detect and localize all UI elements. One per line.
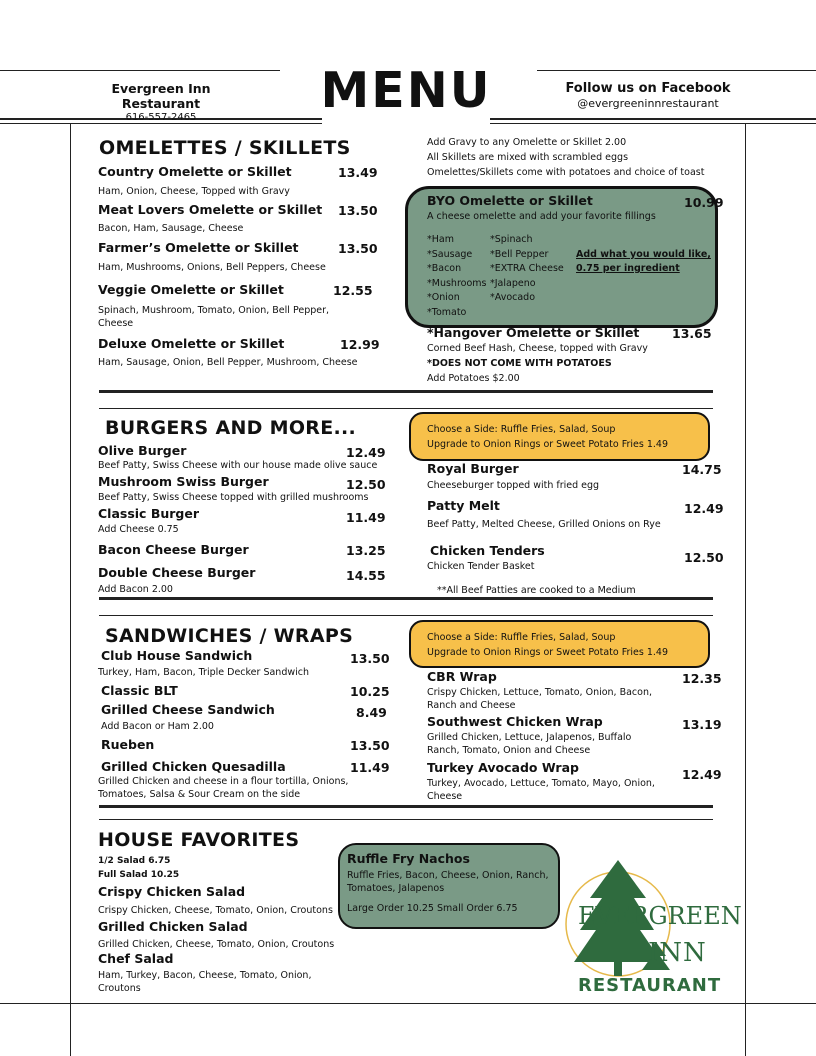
omelette-item-name: Veggie Omelette or Skillet: [98, 282, 284, 297]
wrap-item-name: Southwest Chicken Wrap: [427, 714, 603, 729]
logo-restaurant: RESTAURANT: [578, 975, 722, 996]
omelettes-heading: OMELETTES / SKILLETS: [99, 137, 351, 159]
hangover-addon: Add Potatoes $2.00: [427, 373, 520, 384]
nachos-prices: Large Order 10.25 Small Order 6.75: [347, 903, 518, 914]
omelette-item-price: 13.50: [338, 241, 378, 256]
sandwich-item-desc: Turkey, Ham, Bacon, Triple Decker Sandwich: [98, 667, 310, 678]
sandwich-item-price: 10.25: [350, 684, 390, 699]
logo-evergreen: EVERGREEN: [578, 902, 742, 930]
burger-side-note-box: [409, 412, 710, 461]
evergreen-inn-logo: [562, 852, 742, 1000]
burger-item-price: 12.49: [684, 501, 724, 516]
house-item-desc: Ham, Turkey, Bacon, Cheese, Tomato, Onion, Croutons: [98, 970, 312, 994]
sandwich-item-name: Grilled Cheese Sandwich: [101, 702, 275, 717]
burger-footnote: **All Beef Patties are cooked to a Medium: [437, 585, 636, 596]
facebook-label: Follow us on Facebook: [565, 81, 731, 96]
nachos-name: Ruffle Fry Nachos: [347, 851, 470, 866]
hangover-name: *Hangover Omelette or Skillet: [427, 325, 640, 340]
wrap-item-price: 12.35: [682, 671, 722, 686]
wrap-item-name: Turkey Avocado Wrap: [427, 760, 579, 775]
burger-item-desc: Beef Patty, Swiss Cheese with our house made olive sauce: [98, 460, 378, 471]
filling-item: *EXTRA Cheese: [490, 263, 564, 274]
omelette-item-price: 13.50: [338, 203, 378, 218]
burger-item-desc: Cheeseburger topped with fried egg: [427, 480, 600, 491]
burger-item-desc: Chicken Tender Basket: [427, 561, 535, 572]
hangover-desc: Corned Beef Hash, Cheese, topped with Gravy: [427, 343, 648, 354]
sandwich-side-note-2: Upgrade to Onion Rings or Sweet Potato Fries 1.49: [427, 647, 669, 658]
filling-item: *Onion: [427, 292, 460, 303]
burger-item-desc: Beef Patty, Swiss Cheese topped with grilled mushrooms: [98, 492, 369, 503]
sandwich-item-desc: Add Bacon or Ham 2.00: [101, 721, 214, 732]
burger-item-desc: Add Cheese 0.75: [98, 524, 179, 535]
filling-item: *Avocado: [490, 292, 536, 303]
wrap-item-desc: Grilled Chicken, Lettuce, Jalapenos, Buffalo Ranch, Tomato, Onion and Cheese: [427, 732, 632, 756]
burger-side-note-2: Upgrade to Onion Rings or Sweet Potato Fries 1.49: [427, 439, 669, 450]
sandwich-item-price: 8.49: [356, 705, 387, 720]
burger-item-desc: Add Bacon 2.00: [98, 584, 173, 595]
header-bottom-line-right-2: [490, 123, 816, 124]
section-divider-thin: [99, 615, 713, 616]
house-item-name: Chef Salad: [98, 951, 174, 966]
omelette-item-price: 12.99: [340, 337, 380, 352]
burger-side-note-1: Choose a Side: Ruffle Fries, Salad, Soup: [427, 424, 616, 435]
burger-item-price: 12.49: [346, 445, 386, 460]
omelette-item-name: Meat Lovers Omelette or Skillet: [98, 202, 323, 217]
byo-omelette-name: BYO Omelette or Skillet: [427, 193, 593, 208]
footer-line: [0, 1003, 816, 1004]
sandwich-side-note-1: Choose a Side: Ruffle Fries, Salad, Soup: [427, 632, 616, 643]
omelette-item-desc: Ham, Onion, Cheese, Topped with Gravy: [98, 186, 290, 197]
burger-item-price: 13.25: [346, 543, 386, 558]
section-divider: [99, 390, 713, 393]
burger-item-name: Bacon Cheese Burger: [98, 542, 249, 557]
burger-item-name: Olive Burger: [98, 443, 187, 458]
house-item-desc: Grilled Chicken, Cheese, Tomato, Onion, Croutons: [98, 939, 335, 950]
hangover-price: 13.65: [672, 326, 712, 341]
sandwich-item-desc: Grilled Chicken and cheese in a flour tortilla, Onions, Tomatoes, Salsa & Sour Cream on the side: [98, 776, 349, 800]
menu-title: MENU: [320, 62, 492, 119]
omelette-item-desc: Ham, Sausage, Onion, Bell Pepper, Mushroom, Cheese: [98, 357, 358, 368]
omelette-item-name: Country Omelette or Skillet: [98, 164, 292, 179]
sandwich-item-name: Classic BLT: [101, 683, 178, 698]
filling-item: *Bacon: [427, 263, 462, 274]
omelette-item-name: Deluxe Omelette or Skillet: [98, 336, 285, 351]
sandwiches-heading: SANDWICHES / WRAPS: [105, 625, 354, 647]
frame-right-line: [745, 123, 746, 1056]
burgers-heading: BURGERS AND MORE...: [105, 417, 357, 439]
hangover-warning: *DOES NOT COME WITH POTATOES: [427, 358, 612, 369]
sandwich-item-name: Club House Sandwich: [101, 648, 253, 663]
burger-item-name: Classic Burger: [98, 506, 200, 521]
burger-item-desc: Beef Patty, Melted Cheese, Grilled Onions on Rye: [427, 519, 661, 530]
section-divider: [99, 805, 713, 808]
house-item-name: Crispy Chicken Salad: [98, 884, 246, 899]
omelette-item-desc: Ham, Mushrooms, Onions, Bell Peppers, Cheese: [98, 262, 326, 273]
wrap-item-price: 13.19: [682, 717, 722, 732]
filling-item: *Tomato: [427, 306, 467, 318]
filling-item: *Bell Pepper: [490, 248, 549, 260]
phone-number: 616-557-2465: [125, 112, 197, 123]
section-divider-thin: [99, 408, 713, 409]
filling-item: *Sausage: [427, 248, 473, 260]
section-divider: [99, 597, 713, 600]
byo-fillings-col2: [490, 233, 564, 306]
omelette-item-desc: Bacon, Ham, Sausage, Cheese: [98, 223, 244, 234]
sandwich-item-price: 11.49: [350, 760, 390, 775]
omelette-note: Omelettes/Skillets come with potatoes and choice of toast: [427, 167, 705, 178]
logo-inn: INN: [648, 938, 707, 968]
byo-fillings-col1: [427, 233, 486, 320]
filling-item: *Mushrooms: [427, 277, 487, 289]
header-top-line-right: [537, 70, 816, 71]
full-salad-price: Full Salad 10.25: [98, 870, 180, 880]
byo-add-note-1: Add what you would like,: [576, 249, 711, 260]
omelette-note: All Skillets are mixed with scrambled eggs: [427, 152, 629, 163]
sandwich-side-note-box: [409, 620, 710, 668]
house-heading: HOUSE FAVORITES: [98, 829, 300, 851]
house-item-desc: Crispy Chicken, Cheese, Tomato, Onion, Croutons: [98, 905, 333, 916]
header-top-line-left: [0, 70, 280, 71]
omelette-note: Add Gravy to any Omelette or Skillet 2.00: [427, 137, 627, 148]
wrap-item-price: 12.49: [682, 767, 722, 782]
burger-item-name: Royal Burger: [427, 461, 519, 476]
burger-item-name: Patty Melt: [427, 498, 500, 513]
sandwich-item-name: Rueben: [101, 737, 155, 752]
byo-omelette-desc: A cheese omelette and add your favorite fillings: [427, 211, 656, 222]
header-bottom-line-right: [490, 118, 816, 120]
burger-item-price: 12.50: [346, 477, 386, 492]
omelette-item-name: Farmer’s Omelette or Skillet: [98, 240, 299, 255]
header-right: [560, 81, 736, 110]
byo-add-note-2: 0.75 per ingredient: [576, 263, 680, 274]
burger-item-name: Double Cheese Burger: [98, 565, 256, 580]
nachos-desc: Ruffle Fries, Bacon, Cheese, Onion, Ranch, Tomatoes, Jalapenos: [347, 870, 549, 894]
sandwich-item-price: 13.50: [350, 738, 390, 753]
wrap-item-name: CBR Wrap: [427, 669, 497, 684]
half-salad-price: 1/2 Salad 6.75: [98, 856, 171, 866]
burger-item-price: 12.50: [684, 550, 724, 565]
header-left: [78, 81, 244, 123]
burger-item-price: 11.49: [346, 510, 386, 525]
sandwich-item-price: 13.50: [350, 651, 390, 666]
section-divider-thin: [99, 819, 713, 820]
filling-item: *Ham: [427, 234, 454, 245]
filling-item: *Jalapeno: [490, 277, 536, 289]
burger-item-name: Mushroom Swiss Burger: [98, 474, 269, 489]
burger-item-name: Chicken Tenders: [430, 543, 545, 558]
wrap-item-desc: Crispy Chicken, Lettuce, Tomato, Onion, Bacon, Ranch and Cheese: [427, 687, 653, 711]
burger-item-price: 14.55: [346, 568, 386, 583]
omelette-item-price: 13.49: [338, 165, 378, 180]
omelette-item-desc: Spinach, Mushroom, Tomato, Onion, Bell Pepper, Cheese: [98, 305, 330, 329]
filling-item: *Spinach: [490, 234, 533, 245]
sandwich-item-name: Grilled Chicken Quesadilla: [101, 759, 286, 774]
byo-omelette-price: 10.99: [684, 195, 724, 210]
header-bottom-line-left-2: [0, 123, 322, 124]
restaurant-name: Evergreen Inn Restaurant: [111, 81, 211, 111]
house-item-name: Grilled Chicken Salad: [98, 919, 248, 934]
facebook-handle: @evergreeninnrestaurant: [577, 97, 719, 110]
wrap-item-desc: Turkey, Avocado, Lettuce, Tomato, Mayo, Onion, Cheese: [427, 778, 655, 802]
omelette-item-price: 12.55: [333, 283, 373, 298]
frame-left-line: [70, 123, 71, 1056]
burger-item-price: 14.75: [682, 462, 722, 477]
